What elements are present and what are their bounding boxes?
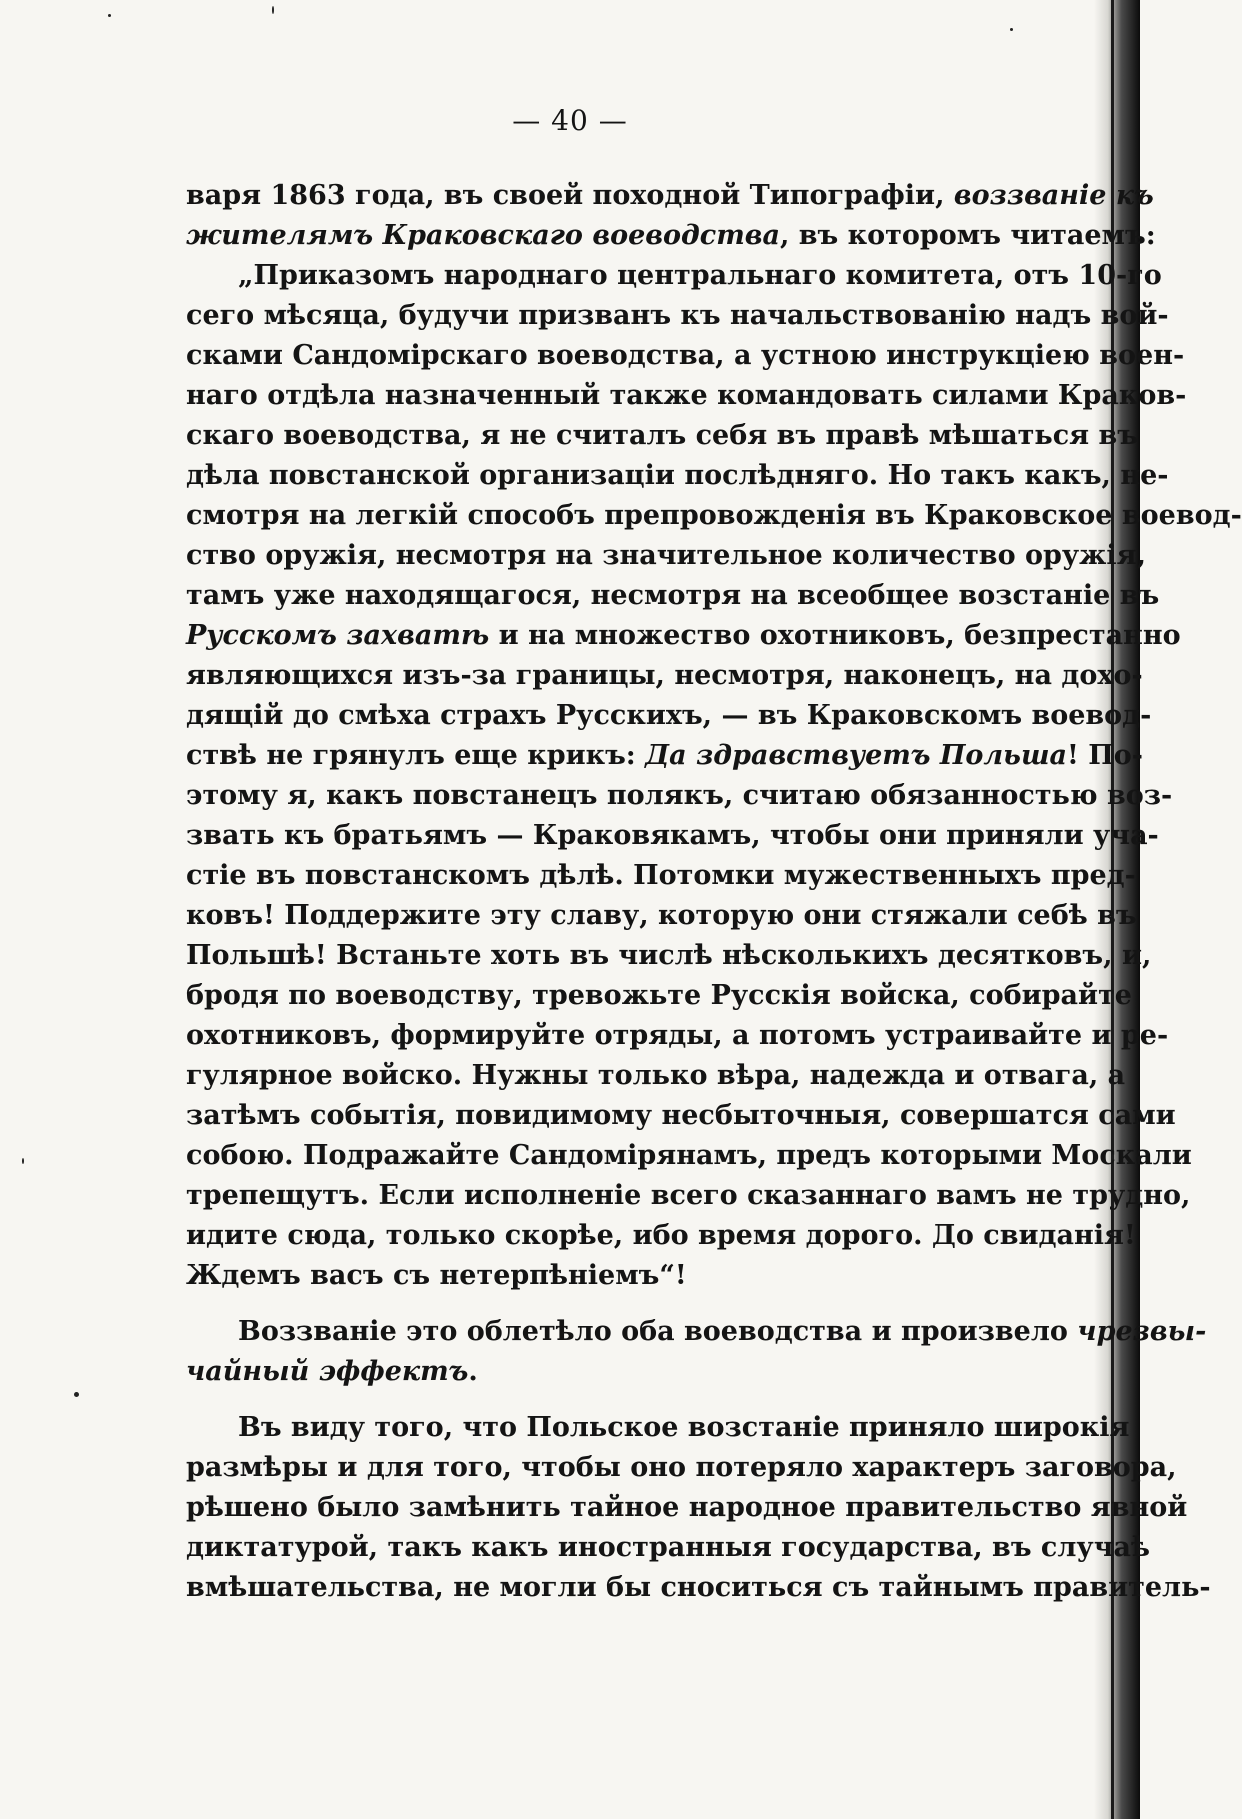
text-line <box>186 576 1160 616</box>
text-line <box>186 176 1154 216</box>
text-segment: Ждемъ васъ съ нетерпѣніемъ“! <box>186 1260 687 1291</box>
text-segment: собою. Подражайте Сандомірянамъ, предъ которыми Москали <box>186 1140 1192 1171</box>
text-line <box>186 616 1181 656</box>
text-segment: смотря на легкій способъ препровожденія въ Краковское воевод- <box>186 500 1242 531</box>
italic-phrase: чрезвы- <box>1077 1316 1207 1347</box>
text-segment: Польшѣ! Встаньте хоть въ числѣ нѣсколькихъ десятковъ, и, <box>186 940 1152 971</box>
text-segment: наго отдѣла назначенный также командовать силами Краков- <box>186 380 1187 411</box>
text-line <box>186 1488 1188 1528</box>
italic-phrase: Русскомъ захватѣ <box>186 620 490 651</box>
text-segment: ковъ! Поддержите эту славу, которую они стяжали себѣ въ <box>186 900 1137 931</box>
text-line <box>186 336 1185 376</box>
scan-speck <box>272 6 274 14</box>
text-line <box>186 1568 1211 1608</box>
text-line <box>186 656 1143 696</box>
italic-phrase: жителямъ Краковскаго воеводства <box>186 220 780 251</box>
text-segment: тамъ уже находящагося, несмотря на всеобщее возстаніе въ <box>186 580 1160 611</box>
text-segment: бродя по воеводству, тревожьте Русскія войска, собирайте <box>186 980 1132 1011</box>
italic-phrase: чайный эффектъ <box>186 1356 469 1387</box>
text-line <box>186 296 1169 336</box>
italic-phrase: воззваніе къ <box>953 180 1154 211</box>
text-line <box>186 1448 1177 1488</box>
text-line <box>186 456 1169 496</box>
scan-speck <box>1010 28 1013 31</box>
text-line <box>186 1176 1191 1216</box>
scan-speck <box>74 1392 79 1397</box>
text-segment: . <box>468 1356 478 1387</box>
text-line <box>186 376 1187 416</box>
paragraph-gap <box>186 1392 1020 1408</box>
text-line <box>186 256 1162 296</box>
text-line <box>186 1056 1126 1096</box>
text-segment: рѣшено было замѣнить тайное народное правительство явной <box>186 1492 1188 1523</box>
text-line <box>186 1136 1192 1176</box>
text-line <box>186 1216 1136 1256</box>
text-segment: варя 1863 года, въ своей походной Типографіи, <box>186 180 954 211</box>
text-line <box>186 1528 1150 1568</box>
italic-phrase: Да здравствуетъ Польша <box>645 740 1068 771</box>
text-segment: трепещутъ. Если исполненіе всего сказаннаго вамъ не трудно, <box>186 1180 1191 1211</box>
text-segment: охотниковъ, формируйте отряды, а потомъ устраивайте и ре- <box>186 1020 1169 1051</box>
text-segment: диктатурой, такъ какъ иностранныя государства, въ случаѣ <box>186 1532 1150 1563</box>
text-segment: сего мѣсяца, будучи призванъ къ начальствованію надъ вой- <box>186 300 1169 331</box>
text-line <box>186 1016 1169 1056</box>
text-segment: Въ виду того, что Польское возстаніе приняло широкія <box>238 1412 1130 1443</box>
page-number: — 40 — <box>512 104 628 137</box>
scan-speck <box>22 1158 24 1164</box>
body-text <box>186 176 1242 1608</box>
text-line <box>186 416 1139 456</box>
text-segment: являющихся изъ-за границы, несмотря, наконецъ, на дохо- <box>186 660 1143 691</box>
text-segment: стіе въ повстанскомъ дѣлѣ. Потомки мужественныхъ пред- <box>186 860 1136 891</box>
text-line <box>186 936 1152 976</box>
text-segment: дящій до смѣха страхъ Русскихъ, — въ Краковскомъ воевод- <box>186 700 1152 731</box>
text-segment: Воззваніе это облетѣло оба воеводства и произвело <box>238 1316 1078 1347</box>
text-segment: „Приказомъ народнаго центральнаго комитета, отъ 10-го <box>238 260 1162 291</box>
paragraph-gap <box>186 1296 1020 1312</box>
text-line <box>186 1312 1207 1352</box>
text-line <box>186 1096 1176 1136</box>
text-line <box>186 976 1132 1016</box>
scan-speck <box>108 14 111 17</box>
text-segment: ! По- <box>1067 740 1143 771</box>
text-line <box>186 1408 1130 1448</box>
text-line <box>186 896 1137 936</box>
text-segment: идите сюда, только скорѣе, ибо время дорого. До свиданія! <box>186 1220 1136 1251</box>
text-line <box>186 816 1159 856</box>
text-segment: гулярное войско. Нужны только вѣра, надежда и отвага, а <box>186 1060 1126 1091</box>
text-segment: вмѣшательства, не могли бы сноситься съ тайнымъ правитель- <box>186 1572 1211 1603</box>
text-segment: сками Сандомірскаго воеводства, а устною инструкціею воен- <box>186 340 1185 371</box>
text-line <box>186 856 1136 896</box>
text-segment: , въ которомъ читаемъ: <box>780 220 1156 251</box>
text-segment: и на множество охотниковъ, безпрестанно <box>489 620 1181 651</box>
text-segment: ство оружія, несмотря на значительное количество оружія, <box>186 540 1147 571</box>
text-segment: размѣры и для того, чтобы оно потеряло характеръ заговора, <box>186 1452 1177 1483</box>
text-line <box>186 216 1156 256</box>
text-segment: дѣла повстанской организаціи послѣдняго. Но такъ какъ, не- <box>186 460 1169 491</box>
text-segment: затѣмъ событія, повидимому несбыточныя, совершатся сами <box>186 1100 1176 1131</box>
text-segment: скаго воеводства, я не считалъ себя въ правѣ мѣшаться въ <box>186 420 1139 451</box>
text-line <box>186 696 1152 736</box>
text-line <box>186 496 1242 536</box>
text-segment: звать къ братьямъ — Краковякамъ, чтобы они приняли уча- <box>186 820 1159 851</box>
text-line <box>186 1256 1020 1296</box>
text-line <box>186 736 1143 776</box>
text-segment: ствѣ не грянулъ еще крикъ: <box>186 740 646 771</box>
text-line <box>186 536 1147 576</box>
text-line <box>186 776 1173 816</box>
text-line <box>186 1352 1020 1392</box>
text-segment: этому я, какъ повстанецъ полякъ, считаю обязанностью воз- <box>186 780 1173 811</box>
